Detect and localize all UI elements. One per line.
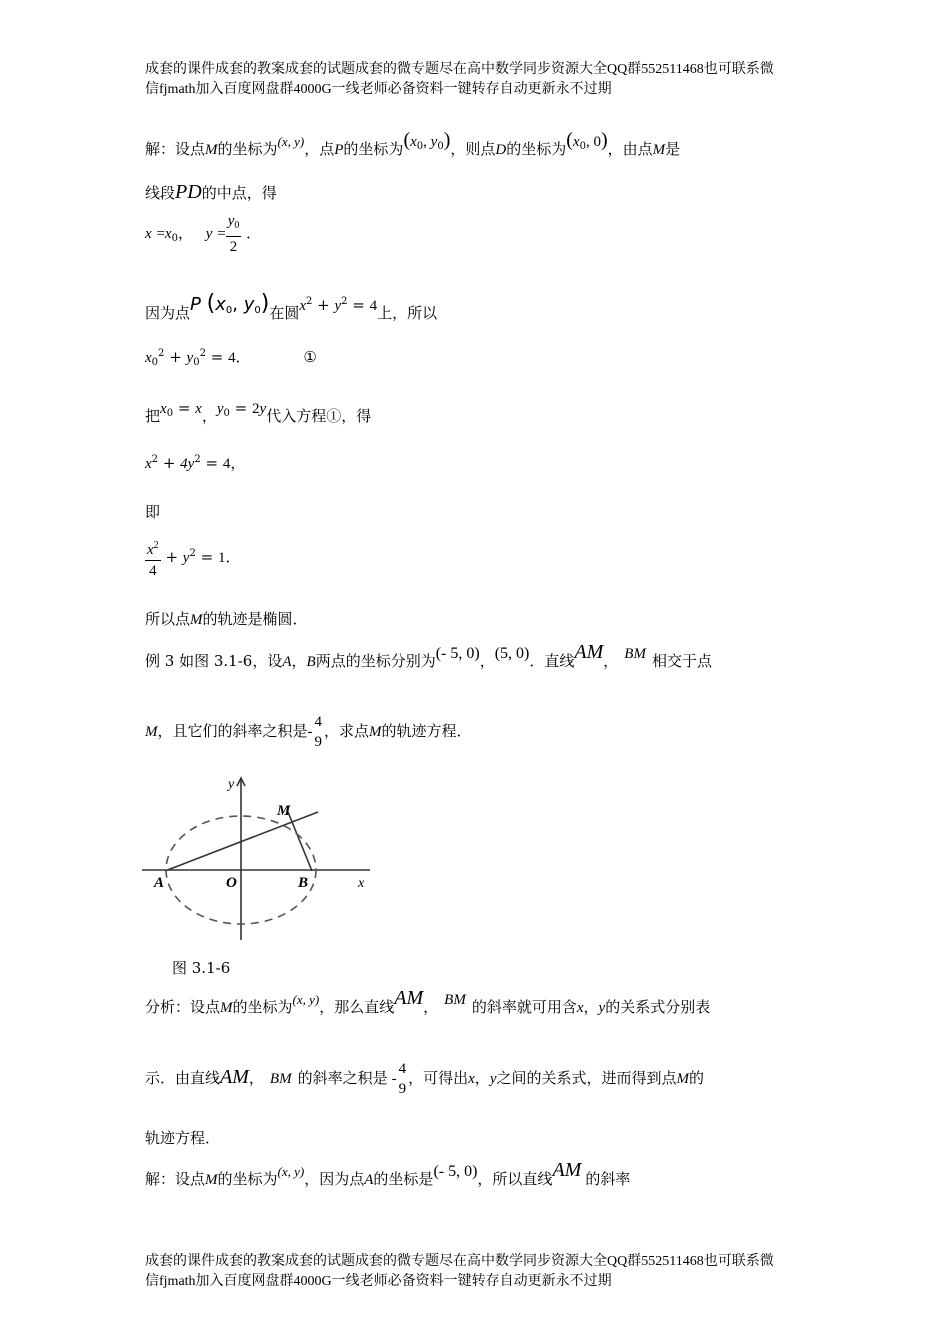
equals: = [156, 226, 165, 242]
var-x: x [468, 1071, 475, 1087]
sub: 0 [225, 305, 233, 316]
var-y: y [489, 1071, 497, 1087]
circle-equation: $x^2 + y^2 = 4$ [299, 296, 378, 314]
line-BM [288, 812, 312, 871]
text: 的坐标是 [373, 1170, 434, 1188]
label-M: M [277, 803, 291, 819]
var-A: A [282, 654, 292, 670]
text: 两点的坐标分别为 [315, 652, 436, 670]
fraction-y0-over-2 [226, 212, 242, 256]
sup: 2 [153, 539, 159, 551]
text: 上，所以 [377, 304, 438, 322]
var-y: y [259, 401, 267, 417]
var-x: x [576, 1000, 584, 1016]
text: 的斜率就可用含 [471, 998, 577, 1016]
text: ，因为点 [304, 1170, 365, 1188]
var-B: B [306, 654, 316, 670]
sub-y0: $y_0 = 2y$ [216, 399, 267, 419]
sub: 0 [171, 233, 178, 244]
solution-line-2 [145, 182, 277, 203]
var-y0: y [186, 350, 194, 366]
text: ． [235, 348, 251, 366]
text: 的轨迹是椭圆． [202, 610, 308, 628]
var-M: M [676, 1071, 689, 1087]
sub: 0 [254, 305, 261, 316]
midpoint-equation [145, 212, 261, 259]
var-y0: y [430, 134, 438, 150]
coord-xy: (x, y) [292, 992, 320, 1007]
line-AM: AM [552, 1159, 582, 1181]
conclusion-line [145, 609, 308, 630]
sup: 2 [306, 296, 313, 307]
text: ， [177, 224, 193, 242]
page-header [145, 60, 805, 100]
line-BM: BM [444, 992, 466, 1008]
coord-xy: (x, y) [277, 134, 305, 149]
var-x0: x [410, 134, 417, 150]
label-x: x [358, 876, 365, 891]
sup: 2 [341, 296, 348, 307]
substitution-line: 把$x_0 = x$，$y_0 = 2y$代入方程①，得 [145, 399, 372, 425]
text: ，由点 [607, 140, 653, 158]
var-y0: y [243, 294, 255, 315]
text: 线段 [145, 184, 176, 202]
text: 因为点 [145, 304, 191, 322]
var-M: M [205, 142, 218, 158]
text: ，且它们的斜率之积是 [157, 722, 308, 740]
segment-PD: PD [175, 181, 202, 203]
sub: 0 [193, 357, 200, 368]
var-D: D [495, 142, 507, 158]
coord-D: ($x_0$, 0) [566, 129, 608, 152]
coord-P: ($x_0$, $y_0$) [403, 129, 451, 152]
text: ， [291, 652, 307, 670]
line-AM: AM [574, 641, 604, 663]
sup: 2 [199, 348, 206, 359]
num: 4 [222, 456, 231, 472]
var-y: y [205, 226, 213, 242]
num: 4 [369, 298, 378, 314]
text: 的坐标为 [217, 140, 278, 158]
text: 即 [145, 503, 161, 521]
var-M: M [145, 724, 158, 740]
text: ，点 [304, 140, 335, 158]
var-M: M [220, 1000, 233, 1016]
text: 的坐标为 [232, 998, 293, 1016]
var-y: y [182, 550, 190, 566]
sup: 2 [189, 548, 196, 559]
text: ， [479, 652, 495, 670]
var-x0: x [215, 294, 226, 315]
sub: 0 [234, 220, 240, 231]
var-M: M [205, 1172, 218, 1188]
figure-3-1-6 [140, 770, 380, 950]
coord-B: (5, 0) [494, 645, 530, 662]
text: ，求点 [324, 722, 370, 740]
text: ． [225, 548, 241, 566]
line-BM: BM [269, 1071, 292, 1087]
equation-2: $x^2 + 4y^2 = 4$， [145, 454, 246, 472]
num: 4 [228, 350, 236, 366]
header-line-1: 成套的课件成套的教案成套的试题成套的微专题尽在高中数学同步资源大全QQ群552511468也可联系微 [145, 62, 774, 77]
text: 例 3 如图 3.1-6，设 [145, 652, 283, 670]
var-x0: x [164, 226, 172, 242]
text: ，所以直线 [477, 1170, 553, 1188]
text: 的关系式分别表 [605, 998, 711, 1016]
den: 9 [398, 1081, 407, 1097]
var-M: M [652, 142, 666, 158]
num: 4 [314, 714, 323, 730]
var-P: P [334, 142, 344, 158]
text: ，可得出 [408, 1069, 469, 1087]
text: 的斜率之积是 [297, 1069, 388, 1087]
num: 2 [252, 401, 260, 417]
sub: 0 [166, 408, 174, 419]
line-AM: AM [220, 1066, 249, 1088]
label-A: A [154, 875, 165, 891]
equation-marker: ① [303, 348, 317, 366]
footer-line-1: 成套的课件成套的教案成套的试题成套的微专题尽在高中数学同步资源大全QQ群552511468也可联系微 [145, 1254, 774, 1269]
term-4y: 4y [180, 456, 195, 472]
num: 1 [217, 550, 226, 566]
text: ， [423, 998, 439, 1016]
var-y: y [598, 1000, 606, 1016]
var-x: x [145, 226, 152, 242]
var-M: M [369, 724, 382, 740]
minus-sign: - [391, 1071, 397, 1087]
var-x0: x [145, 350, 152, 366]
coord-A: (- 5, 0) [433, 1163, 478, 1180]
figure-caption: 图 3.1-6 [172, 959, 231, 977]
text: 在圆 [269, 304, 300, 322]
analysis-line-2 [145, 1046, 704, 1110]
var-A: A [364, 1172, 374, 1188]
text: 相交于点 [651, 652, 712, 670]
text: 把 [145, 407, 161, 425]
example-3-line-1 [145, 641, 712, 672]
den: 2 [229, 239, 238, 255]
text: 的坐标为 [217, 1170, 278, 1188]
circle-line [145, 291, 438, 329]
var-x: x [145, 456, 152, 472]
var-x0: x [572, 134, 580, 150]
sup: 2 [194, 454, 201, 465]
header-line-2: 信fjmath加入百度网盘群4000G一线老师必备资料一键转存自动更新永不过期 [145, 82, 612, 97]
zero: 0 [593, 134, 601, 150]
num: x [147, 541, 154, 558]
text: ，那么直线 [319, 998, 395, 1016]
text: ．直线 [529, 652, 575, 670]
text: 之间的关系式，进而得到点 [496, 1069, 677, 1087]
var-y0: y [216, 401, 224, 417]
sup: 2 [151, 454, 159, 465]
sub: 0 [579, 141, 586, 152]
text: 示．由直线 [145, 1069, 221, 1087]
text: 的斜率 [585, 1170, 631, 1188]
den: 4 [149, 562, 157, 579]
text: 的坐标为 [506, 140, 567, 158]
num: y [227, 213, 235, 229]
text: 是 [665, 140, 681, 158]
text: ， [230, 454, 246, 472]
text: ， [583, 998, 599, 1016]
coord-xy: (x, y) [277, 1164, 305, 1179]
var-x0: x [160, 401, 167, 417]
sub: 0 [151, 357, 159, 368]
solution-2-line [145, 1159, 631, 1190]
sub-x0: $x_0 = x$ [160, 399, 202, 419]
text: 的轨迹方程． [381, 722, 472, 740]
point-P: P ($x_0$, $y_0$) [190, 291, 270, 316]
sup: 2 [158, 348, 165, 359]
text: 解：设点 [145, 140, 206, 158]
text: ． [246, 224, 262, 242]
text: ，则点 [450, 140, 496, 158]
num: 4 [398, 1061, 407, 1077]
analysis-line-1 [145, 987, 711, 1018]
label-O: O [226, 875, 237, 891]
coord-A: (- 5, 0) [435, 645, 480, 662]
text: ， [474, 1069, 490, 1087]
den: 9 [314, 734, 323, 750]
label-B: B [298, 875, 309, 891]
minus-sign: - [307, 724, 313, 740]
label-y: y [228, 777, 235, 792]
page-footer [145, 1252, 805, 1292]
text: 分析：设点 [145, 998, 221, 1016]
ji-line [145, 502, 160, 522]
footer-line-2: 信fjmath加入百度网盘群4000G一线老师必备资料一键转存自动更新永不过期 [145, 1274, 612, 1289]
var-y: y [334, 298, 342, 314]
fraction-4-9 [313, 713, 325, 751]
line-AM: AM [394, 987, 424, 1009]
line-BM: BM [624, 646, 646, 662]
fraction-4-9 [397, 1060, 409, 1098]
text: 的 [689, 1069, 705, 1087]
equation-1: $x_0^2 + y_0^2 = 4$． ① [145, 348, 317, 368]
text: 的坐标为 [343, 140, 404, 158]
text: 轨迹方程． [145, 1129, 221, 1147]
analysis-line-3 [145, 1128, 220, 1148]
var-M: M [190, 612, 203, 628]
var-P: P [190, 294, 201, 315]
var-x: x [195, 401, 202, 417]
sub: 0 [437, 141, 444, 152]
fraction-x2-over-4 [145, 537, 161, 580]
text: ， [603, 652, 619, 670]
text: 解：设点 [145, 1170, 206, 1188]
equals: = [217, 226, 226, 242]
text: ， [248, 1069, 264, 1087]
sub: 0 [223, 408, 230, 419]
example-3-line-2 [145, 700, 472, 763]
sub: 0 [416, 141, 424, 152]
text: 所以点 [145, 610, 191, 628]
solution-line-1 [145, 129, 681, 165]
ellipse-equation: $\frac{x^2}{4}$ + $y^2 = 1$． [145, 530, 240, 582]
text: 的中点，得 [201, 184, 277, 202]
var-x: x [299, 298, 306, 314]
text: 代入方程①，得 [266, 407, 372, 425]
